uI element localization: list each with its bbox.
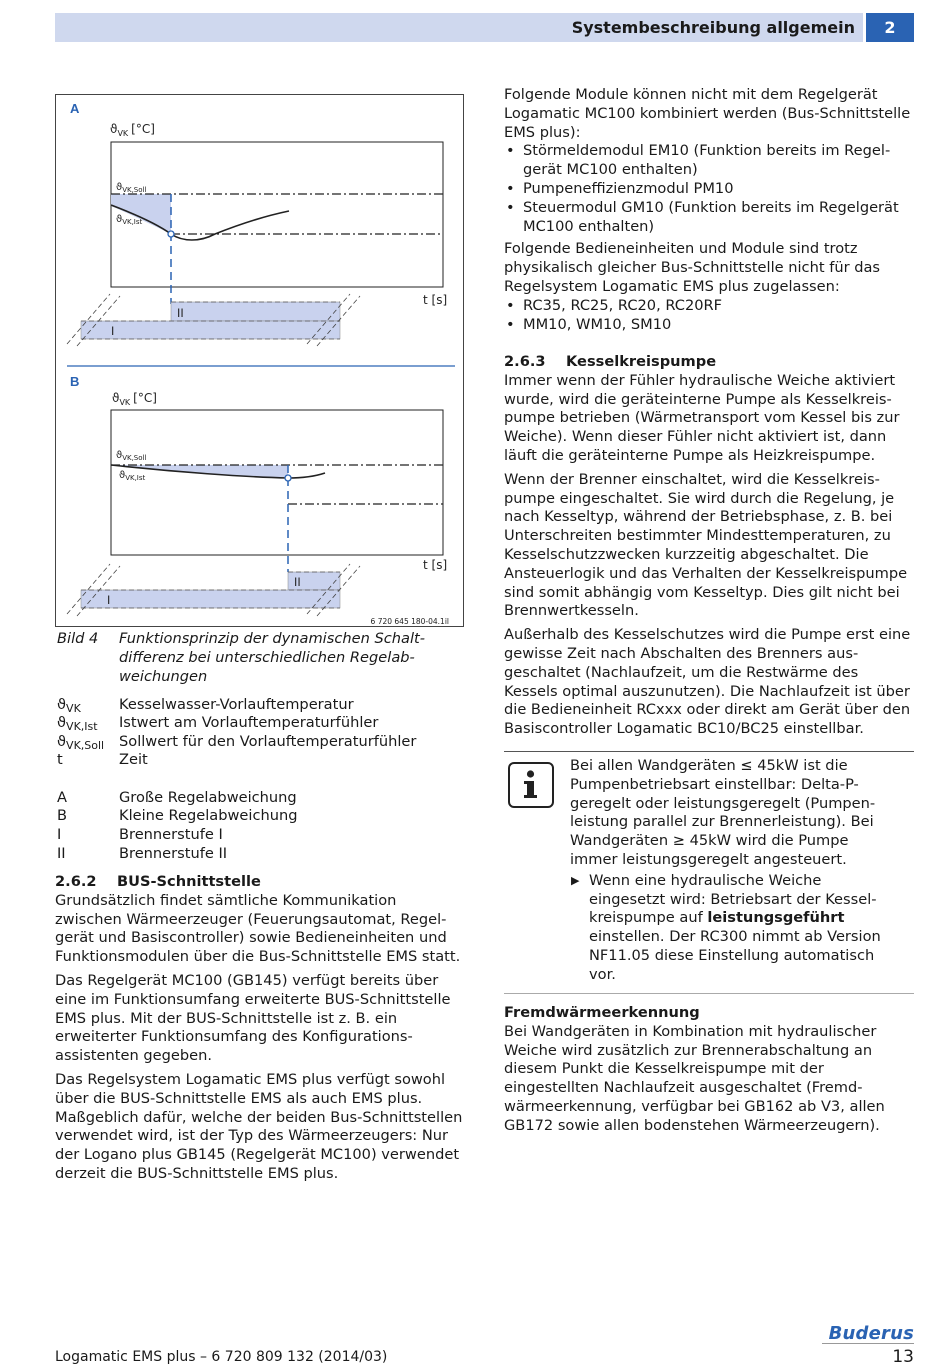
panel-a-stage-two-bar xyxy=(171,302,340,321)
paragraph: Außerhalb des Kesselschutzes wird die Pumpe erst eine gewisse Zeit nach Abschalten des Brenners ausgeschaltet (Nachlaufzeit, um die Restwärme des Kessels optimal auszunutzen). Die Nachlaufzeit ist über die Bedieneinheit RCxxx oder direkt am Gerät über den Basiscontroller Logamatic BC10/BC25 einstellbar. xyxy=(504,626,911,738)
panel-b-time-axis-label: t [s] xyxy=(423,558,448,572)
footer-document-id: Logamatic EMS plus – 6 720 809 132 (2014/03) xyxy=(55,1349,388,1365)
legend-row: $ϑ_{VK,Ist}$ Istwert am Vorlauftemperaturfühler xyxy=(57,714,379,733)
panel-b-label: B xyxy=(70,374,80,389)
list-item: • Störmeldemodul EM10 (Funktion bereits im Regelgerät MC100 enthalten) xyxy=(504,142,916,180)
panel-a-stage-one-label: I xyxy=(111,324,115,338)
paragraph: Grundsätzlich findet sämtliche Kommunikation zwischen Wärmeerzeuger (Feuerungsautomat, Regelgerät und Basiscontroller) sowie Bedieneinheiten und Funktionsmodulen über die Bus-Schnittstelle EMS statt. xyxy=(55,891,461,966)
panel-b-soll-label: $ϑ_{VK,Soll}$ xyxy=(116,450,147,462)
panel-b-plot-area xyxy=(111,410,443,555)
legend-row: I Brennerstufe I xyxy=(57,826,223,843)
panel-a-stage-two-label: II xyxy=(177,306,184,320)
control-diagram xyxy=(55,94,464,627)
chapter-number: 2 xyxy=(866,13,914,42)
panel-a-soll-label: $ϑ_{VK,Soll}$ xyxy=(116,182,147,194)
module-compatibility xyxy=(504,86,916,334)
panel-a-label: A xyxy=(70,101,80,116)
paragraph: Bei allen Wandgeräten ≤ 45kW ist die Pumpenbetriebsart einstellbar: Delta-P-geregelt oder leistungsgeregelt (Pumpenleistung parallel zur Brennerleistung). Bei Wandgeräten ≥ 45kW wird die Pumpe immer leistungsgeregelt angesteuert. xyxy=(570,757,876,868)
panel-b-stage-two-label: II xyxy=(294,575,301,589)
paragraph: Folgende Module können nicht mit dem Regelgerät Logamatic MC100 kombiniert werden (Bus-Schnittstelle EMS plus): xyxy=(504,86,911,141)
footer-rule xyxy=(822,1343,914,1344)
paragraph: Immer wenn der Fühler hydraulische Weiche aktiviert wurde, wird die geräteinterne Pumpe als Kesselkreispumpe betrieben (Wärmetransport vom Kessel bis zur Weiche). Wenn dieser Fühler nicht aktiviert ist, dann läuft die geräteinterne Pumpe als Heizkreispumpe. xyxy=(504,371,900,464)
paragraph: Das Regelgerät MC100 (GB145) verfügt bereits über eine im Funktionsumfang erweiterte BUS-Schnittstelle EMS plus. Mit der BUS-Schnittstelle ist z. B. ein erweiterter Funktionsumfang des Konfigurationsassistenten gegeben. xyxy=(55,971,451,1065)
bullet-list xyxy=(504,142,916,236)
panel-a-switch-point xyxy=(168,231,174,237)
paragraph: Bei Wandgeräten in Kombination mit hydraulischer Weiche wird zusätzlich zur Brennerabschaltung an diesem Punkt die Kesselkreispumpe mit der eingestellten Nachlaufzeit ausgeschaltet (Fremdwärmeerkennung, verfügbar bei GB162 ab V3, allen GB172 sowie allen bodenstehen Wärmeerzeugern). xyxy=(504,1022,885,1134)
list-item: • Steuermodul GM10 (Funktion bereits im Regelgerät MC100 enthalten) xyxy=(504,199,916,237)
panel-a-ist-label: $ϑ_{VK,Ist}$ xyxy=(116,214,143,226)
panel-a-stage-one-bar xyxy=(81,321,340,339)
legend-row: B Kleine Regelabweichung xyxy=(57,807,298,824)
panel-b-stage-one-label: I xyxy=(107,593,111,607)
bullet-list xyxy=(504,297,916,335)
legend-row: t Zeit xyxy=(57,751,148,768)
section-heading: 2.6.3 Kesselkreispumpe xyxy=(504,353,717,370)
figure-caption-text: Funktionsprinzip der dynamischen Schaltdifferenz bei unterschiedlichen Regelabweichungen xyxy=(119,630,426,685)
panel-b-ist-label: $ϑ_{VK,Ist}$ xyxy=(119,470,146,482)
section-bus-interface xyxy=(55,873,467,1184)
instruction-step: ▶ Wenn eine hydraulische Weiche eingesetzt wird: Betriebsart der Kesselkreispumpe auf leistungsgeführt einstellen. Der RC300 nimmt ab Version NF11.05 diese Einstellung automatisch vor. xyxy=(570,872,900,985)
panel-b-stage-one-bar xyxy=(81,590,340,608)
panel-b-temp-axis-label: $ϑ_{VK}$ [°C] xyxy=(112,391,157,407)
paragraph: Das Regelsystem Logamatic EMS plus verfügt sowohl über die BUS-Schnittstelle EMS als auch EMS plus. Maßgeblich dafür, welche der beiden Bus-Schnittstellen verwendet wird, ist der Typ des Wärmeerzeugers: Nur der Logano plus GB145 (Regelgerät MC100) verwendet derzeit die BUS-Schnittstelle EMS plus. xyxy=(55,1070,463,1182)
info-note xyxy=(570,757,900,985)
paragraph: Folgende Bedieneinheiten und Module sind trotz physikalisch gleicher Bus-Schnittstelle nicht für das Regelsystem Logamatic EMS plus zugelassen: xyxy=(504,240,881,295)
legend-row: $ϑ_{VK}$ Kesselwasser-Vorlauftemperatur xyxy=(57,696,354,715)
info-bottom-rule xyxy=(504,993,914,994)
panel-b-switch-point xyxy=(285,475,291,481)
page-number: 13 xyxy=(892,1347,914,1367)
list-item: • RC35, RC25, RC20, RC20RF xyxy=(504,297,916,316)
section-heading: Fremdwärmeerkennung xyxy=(504,1004,700,1021)
panel-a-time-axis-label: t [s] xyxy=(423,293,448,307)
list-item: • MM10, WM10, SM10 xyxy=(504,316,916,335)
figure-caption-number: Bild 4 xyxy=(57,630,99,647)
figure-id: 6 720 645 180-04.1il xyxy=(370,617,449,626)
legend-row: A Große Regelabweichung xyxy=(57,789,297,806)
info-top-rule xyxy=(504,751,914,752)
section-external-heat xyxy=(504,1004,916,1136)
info-icon xyxy=(508,762,554,808)
page-header-title: Systembeschreibung allgemein xyxy=(571,18,855,37)
list-item: • Pumpeneffizienzmodul PM10 xyxy=(504,180,916,199)
paragraph: Wenn der Brenner einschaltet, wird die Kesselkreispumpe eingeschaltet. Sie wird durch die Regelung, je nach Kesseltyp, während der Betriebsphase, z. B. bei Unterschreiten bestimmter Mindesttemperaturen, zu Kesselschutzzwecken kurzzeitig abgeschaltet. Die Ansteuerlogik und das Verhalten der Kesselkreispumpe sind somit abhängig vom Kesseltyp. Dies gilt nicht bei Brennwertkesseln. xyxy=(504,470,908,620)
legend-row: II Brennerstufe II xyxy=(57,845,228,862)
section-heading: 2.6.2 BUS-Schnittstelle xyxy=(55,873,261,890)
panel-a-temp-axis-label: $ϑ_{VK}$ [°C] xyxy=(110,122,155,138)
section-boiler-pump xyxy=(504,353,916,739)
legend-row: $ϑ_{VK,Soll}$ Sollwert für den Vorlauftemperaturfühler xyxy=(57,733,417,752)
brand-logo: Buderus xyxy=(828,1323,914,1344)
